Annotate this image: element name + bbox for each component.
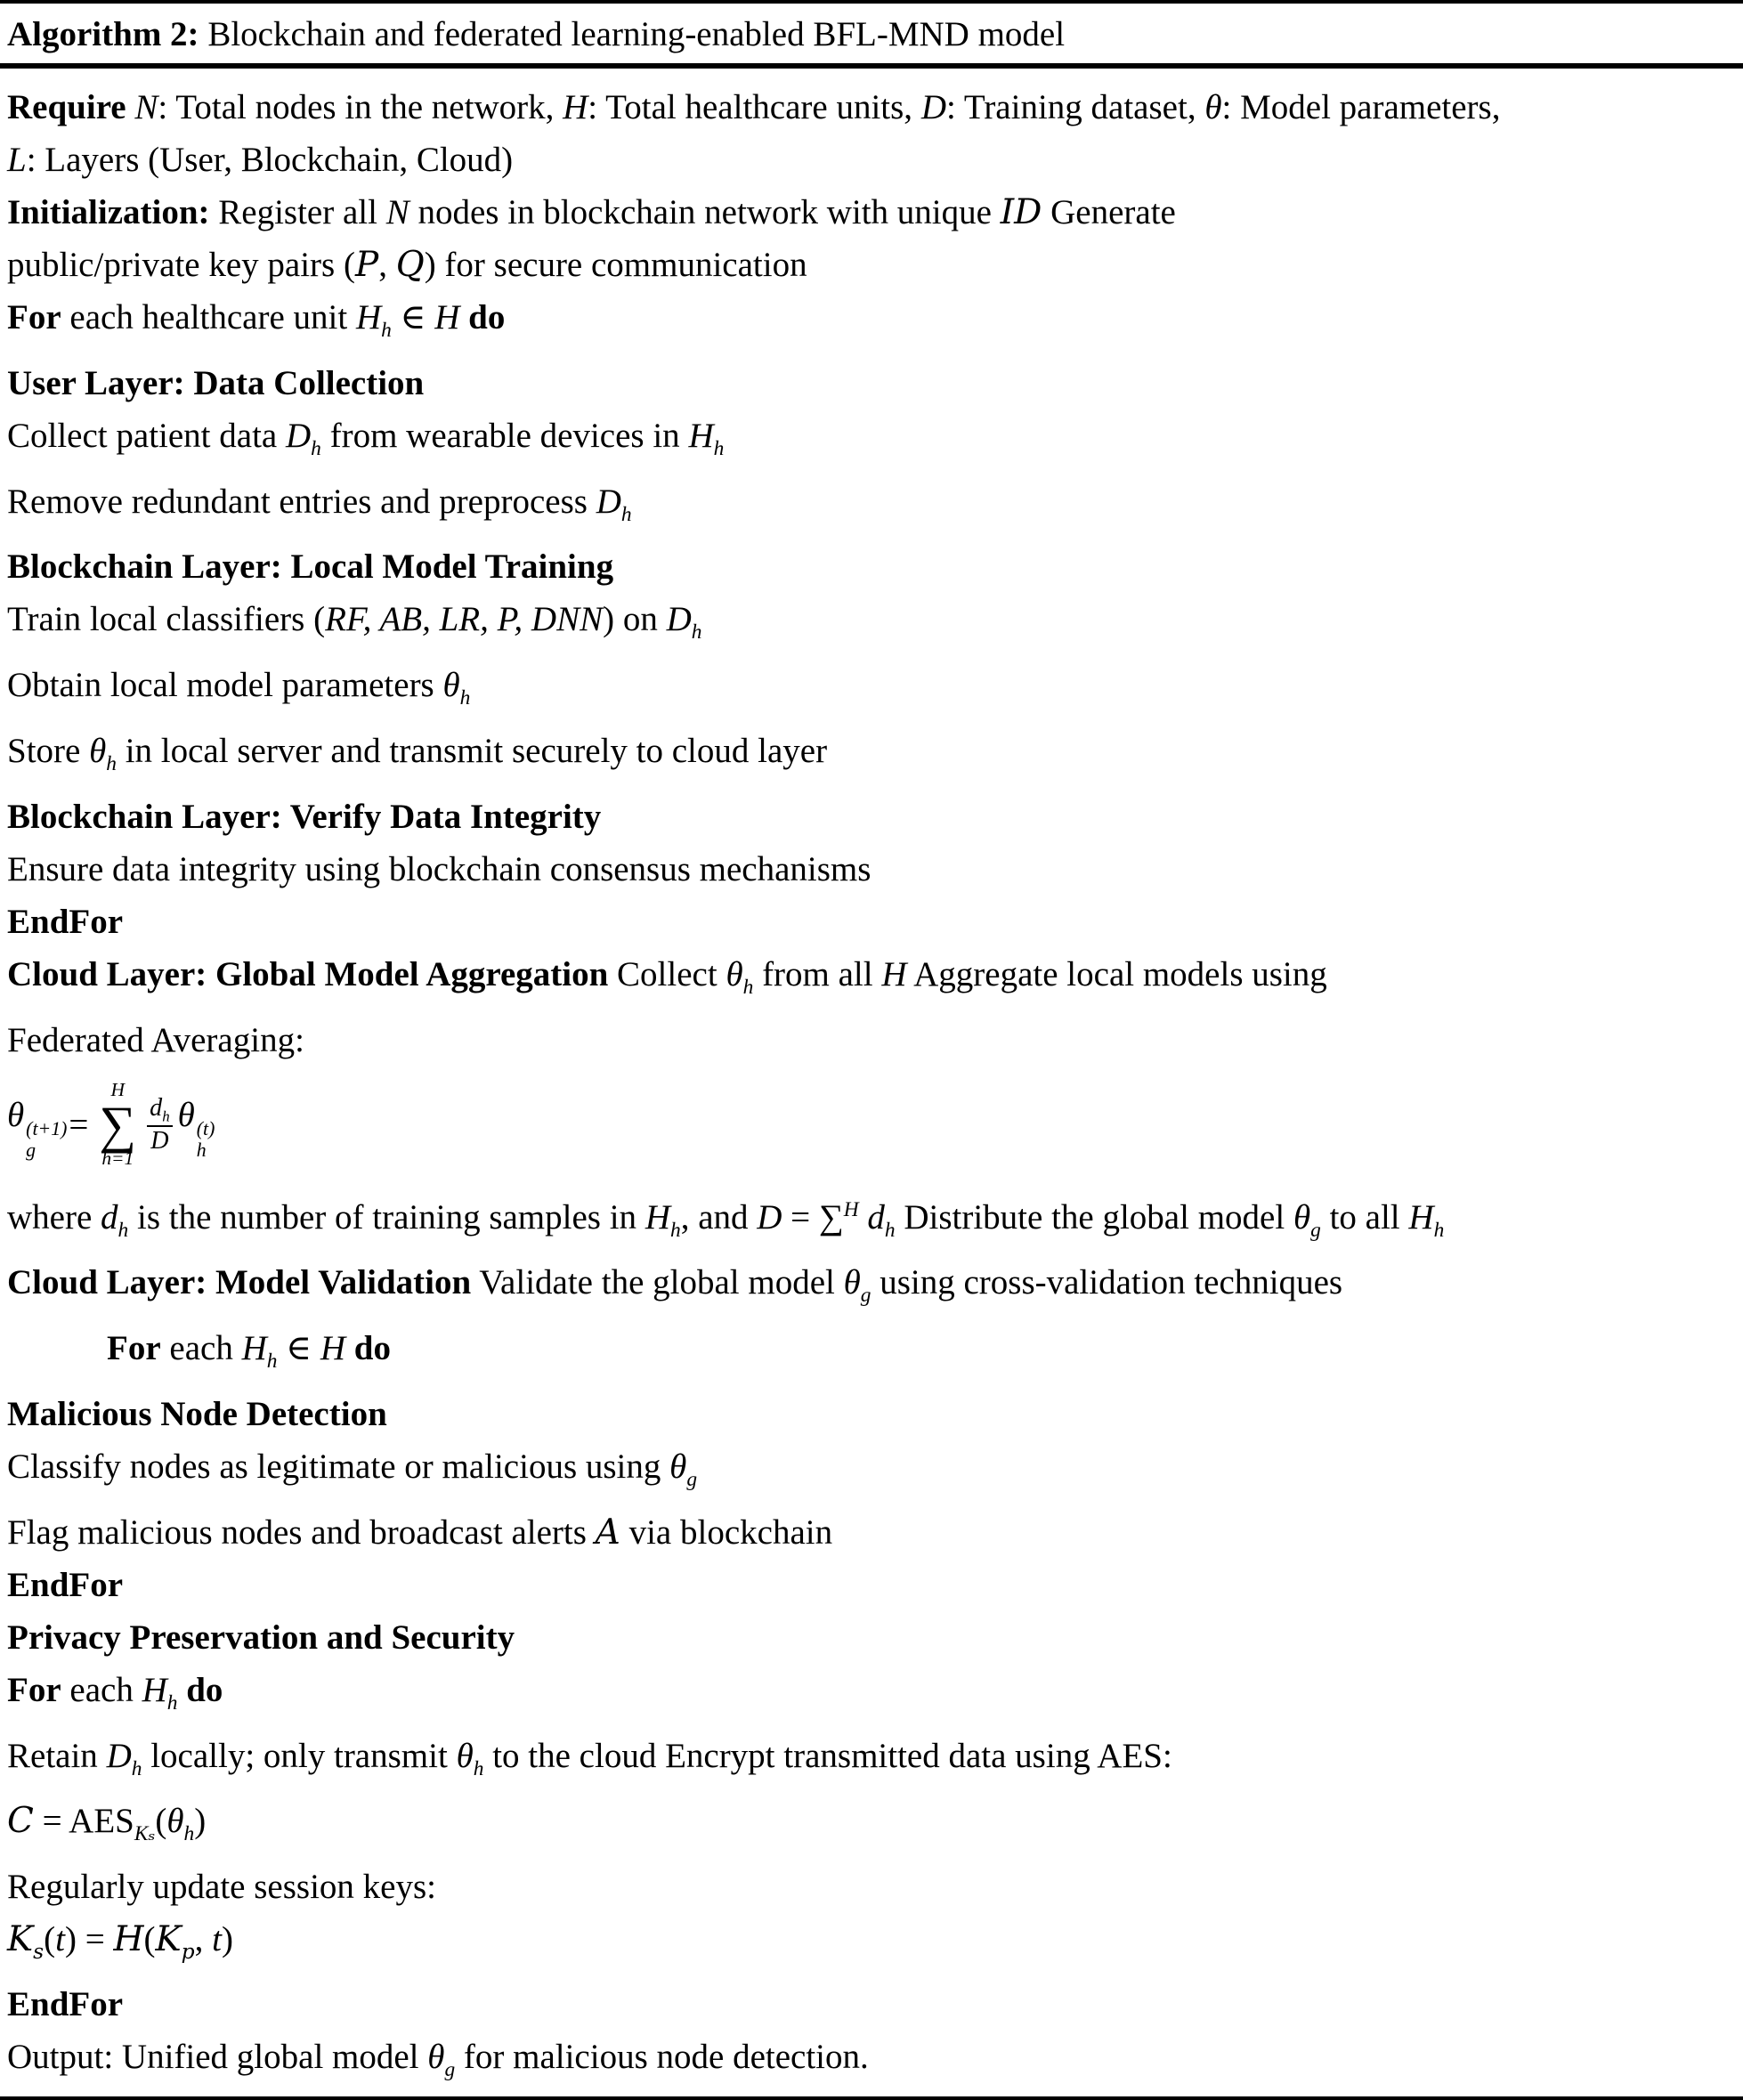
text-segment: ( <box>155 1802 167 1841</box>
text-segment: EndFor <box>7 1565 124 1604</box>
text-segment: ) for secure communication <box>424 246 807 284</box>
text-segment: $d_h$ <box>101 1197 129 1242</box>
subscript: h <box>620 502 632 526</box>
formula-aes <box>7 1795 1736 1861</box>
text-segment: ) on <box>603 600 667 639</box>
text-segment: $\theta_h$ <box>726 954 754 999</box>
text-segment: : Total nodes in the network, <box>158 88 563 126</box>
formula-session-key <box>7 1913 1736 1978</box>
text-segment: Malicious Node Detection <box>7 1394 387 1433</box>
text-segment: $H_h$ <box>241 1329 278 1373</box>
text-segment: to all <box>1320 1197 1409 1236</box>
text-segment: from wearable devices in <box>320 416 689 455</box>
flag-line <box>7 1506 1736 1559</box>
fraction-numerator: $d_h$ <box>147 1094 172 1127</box>
text-segment: in local server and transmit securely to cloud layer <box>116 731 828 770</box>
preprocess-line <box>7 475 1736 541</box>
text-segment: = <box>782 1197 819 1236</box>
text-segment: P <box>354 245 379 285</box>
text-segment: Flag malicious nodes and broadcast alerts <box>7 1512 596 1552</box>
text-segment: EndFor <box>7 902 124 941</box>
retain-line <box>7 1730 1736 1796</box>
variable-base: θ <box>7 1095 25 1134</box>
subscript: Kₛ <box>134 1822 156 1846</box>
text-segment: ) <box>194 1802 207 1841</box>
summation-lower-limit: h=1 <box>101 1147 134 1170</box>
text-segment: $\theta_g$ <box>669 1447 698 1491</box>
text-segment: Collect <box>608 954 726 993</box>
text-segment: D <box>757 1197 782 1236</box>
text-segment: $D_h$ <box>666 600 702 645</box>
text-segment: ( <box>44 1920 56 1959</box>
text-segment: Aggregate local models using <box>906 954 1327 993</box>
text-segment: Q <box>395 245 425 285</box>
text-segment: Regularly update session keys: <box>7 1868 436 1907</box>
heading-cloud-aggregation <box>7 948 1736 1014</box>
text-segment: $\theta_g$ <box>1293 1197 1321 1242</box>
subscript: h <box>459 685 471 709</box>
text-segment: A <box>595 1512 620 1553</box>
subscript: g <box>26 1139 36 1162</box>
text-segment: Retain <box>7 1736 107 1775</box>
text-segment: Federated Averaging: <box>7 1020 304 1059</box>
subscript: h <box>106 751 117 775</box>
text-segment: $H_h$ <box>1408 1197 1445 1242</box>
text-segment: Remove redundant entries and preprocess <box>7 482 596 521</box>
text-segment: do <box>186 1670 223 1709</box>
text-segment: $\theta_g$ <box>843 1263 872 1308</box>
where-line <box>7 1184 1736 1257</box>
subscript: h <box>473 1756 484 1780</box>
text-segment: Cloud Layer: Global Model Aggregation <box>7 954 609 993</box>
text-segment: = $AES_{K_s}$ <box>33 1802 156 1846</box>
algorithm-body <box>0 69 1743 2096</box>
text-segment: Store <box>7 731 90 770</box>
text-segment: ID <box>1000 192 1042 232</box>
text-segment: $\theta_h$ <box>456 1736 484 1780</box>
algorithm-title-text: Blockchain and federated learning-enabled BFL-MND model <box>207 15 1066 53</box>
text-segment: θ <box>1204 88 1222 126</box>
variable-with-stacked-scripts <box>7 1089 69 1162</box>
subscript: h <box>381 318 392 342</box>
text-segment: , <box>194 1920 213 1959</box>
collect-line <box>7 409 1736 475</box>
text-segment: $H_h$ <box>142 1670 178 1715</box>
output-line <box>7 2031 1736 2096</box>
text-segment: to the cloud Encrypt transmitted data using AES: <box>483 1736 1172 1775</box>
algorithm-number-label: Algorithm 2: <box>7 15 199 53</box>
text-segment: $H_h$ <box>645 1197 681 1242</box>
text-segment: ∈ <box>277 1329 320 1368</box>
subscript: p <box>181 1938 195 1964</box>
subscript: h <box>691 620 702 645</box>
text-segment: Distribute the global model <box>895 1197 1293 1236</box>
for-validation-line <box>7 1322 1736 1388</box>
text-segment: For <box>107 1329 161 1368</box>
text-segment <box>177 1671 186 1709</box>
subscript: h <box>311 436 321 460</box>
text-segment: from all <box>753 954 882 993</box>
text-segment: H <box>563 88 588 126</box>
endfor-2 <box>7 1559 1736 1611</box>
text-segment: $K_s$ <box>7 1919 45 1964</box>
text-segment: each <box>61 1670 142 1709</box>
fraction <box>147 1094 172 1155</box>
text-segment: $H_h$ <box>355 298 392 342</box>
endfor-3 <box>7 1978 1736 2031</box>
algorithm-title <box>0 4 1743 63</box>
text-segment: L <box>7 141 27 179</box>
text-segment <box>459 298 468 336</box>
text-segment: Output: Unified global model <box>7 2037 428 2076</box>
summation-symbol <box>99 1081 136 1168</box>
text-segment: Require <box>7 88 135 126</box>
subscript: h <box>183 1822 195 1846</box>
text-segment: $D_h$ <box>285 416 321 460</box>
heading-blockchain-training <box>7 540 1736 593</box>
subscript: h <box>162 1107 170 1125</box>
session-keys-line <box>7 1861 1736 1913</box>
text-segment: each healthcare unit <box>61 298 356 336</box>
keypairs-line <box>7 239 1736 291</box>
text-segment: ) <box>221 1920 233 1959</box>
subscript: h <box>266 1349 278 1373</box>
text-segment: C <box>7 1801 34 1842</box>
text-segment: ) = <box>65 1920 114 1959</box>
subscript: h <box>742 975 754 999</box>
text-segment: H <box>320 1329 345 1368</box>
endfor-1 <box>7 896 1736 948</box>
text-segment: Cloud Layer: Model Validation <box>7 1263 472 1302</box>
text-segment: Register all <box>218 193 386 231</box>
text-segment: Initialization: <box>7 193 219 231</box>
stacked-scripts <box>197 1119 215 1161</box>
text-segment: N <box>134 88 158 126</box>
text-segment: For <box>7 1670 61 1709</box>
subscript: g <box>444 2057 456 2081</box>
text-segment: $\theta_h$ <box>89 731 117 775</box>
ensure-line <box>7 843 1736 896</box>
text-segment: each <box>160 1329 242 1368</box>
text-segment: , and <box>680 1197 758 1236</box>
text-segment: $\theta_h$ <box>166 1802 195 1846</box>
subscript: h <box>196 1139 207 1162</box>
text-segment: Classify nodes as legitimate or malicious using <box>7 1447 670 1486</box>
subscript: h <box>131 1756 142 1780</box>
heading-privacy <box>7 1611 1736 1664</box>
text-segment: ( <box>143 1920 156 1959</box>
text-segment: For <box>7 298 61 336</box>
text-segment: do <box>353 1329 391 1368</box>
summation-upper-limit: H <box>110 1079 126 1101</box>
text-segment <box>345 1329 354 1367</box>
subscript: h <box>166 1691 178 1715</box>
text-segment: : Total healthcare units, <box>588 88 921 126</box>
text-segment: $D_h$ <box>596 482 632 526</box>
subscript: h <box>669 1218 681 1242</box>
subscript: s <box>33 1938 45 1964</box>
store-line <box>7 725 1736 791</box>
obtain-line <box>7 659 1736 725</box>
subscript: h <box>884 1218 896 1242</box>
text-segment: : Training dataset, <box>945 88 1205 126</box>
text-segment: Train local classifiers ( <box>7 600 326 639</box>
text-segment: $K_p$ <box>155 1919 195 1964</box>
initialization-line <box>7 186 1736 239</box>
text-segment: D <box>920 88 946 126</box>
train-line <box>7 593 1736 659</box>
text-segment: H <box>113 1919 144 1960</box>
text-segment: Blockchain Layer: Local Model Training <box>7 547 614 587</box>
superscript: (t+1) <box>26 1118 68 1140</box>
text-segment: Ensure data integrity using blockchain consensus mechanisms <box>7 849 872 888</box>
heading-user-layer <box>7 357 1736 409</box>
text-segment: do <box>468 298 506 336</box>
text-segment: is the number of training samples in <box>128 1197 645 1236</box>
text-segment: $\theta_g$ <box>427 2037 456 2081</box>
superscript: H <box>843 1197 859 1221</box>
heading-model-validation <box>7 1256 1736 1322</box>
text-segment: H <box>434 298 460 336</box>
fraction-denominator: D <box>150 1126 169 1155</box>
text-segment: $D_h$ <box>106 1736 142 1780</box>
heading-verify-integrity <box>7 791 1736 843</box>
text-segment: public/private key pairs ( <box>7 246 355 284</box>
text-segment <box>859 1198 868 1236</box>
text-segment: = <box>69 1106 89 1145</box>
text-segment: RF, AB, LR, P, DNN <box>325 600 604 639</box>
text-segment: Collect patient data <box>7 416 286 455</box>
subscript: h <box>118 1218 129 1242</box>
fedavg-label <box>7 1014 1736 1066</box>
text-segment: H <box>881 954 907 993</box>
bottom-rule <box>0 2096 1743 2100</box>
text-segment: t <box>212 1920 222 1959</box>
text-segment: t <box>55 1920 65 1959</box>
text-segment: using cross-validation techniques <box>871 1263 1343 1302</box>
superscript: (t) <box>196 1118 215 1140</box>
text-segment: Validate the global model <box>471 1263 844 1302</box>
subscript: h <box>713 436 725 460</box>
text-segment: Privacy Preservation and Security <box>7 1618 515 1657</box>
heading-malicious-detection <box>7 1388 1736 1440</box>
require-line-2 <box>7 134 1736 186</box>
subscript: g <box>1310 1218 1321 1242</box>
formula-federated-averaging <box>7 1066 1736 1184</box>
variable-with-stacked-scripts <box>178 1089 217 1162</box>
text-segment: $d_h$ <box>867 1197 896 1242</box>
text-segment: nodes in blockchain network with unique <box>409 193 1001 231</box>
text-segment: , <box>378 246 396 284</box>
require-line <box>7 81 1736 134</box>
text-segment: where <box>7 1197 101 1236</box>
text-segment: ∈ <box>391 298 435 336</box>
subscript: h <box>1433 1218 1445 1242</box>
for-healthcare-line <box>7 291 1736 357</box>
classify-line <box>7 1440 1736 1506</box>
text-segment: $\theta_h$ <box>442 666 471 709</box>
text-segment: locally; only transmit <box>142 1736 457 1775</box>
text-segment: User Layer: Data Collection <box>7 363 425 402</box>
text-segment: via blockchain <box>620 1512 833 1552</box>
variable-base: θ <box>177 1095 195 1134</box>
text-segment: Obtain local model parameters <box>7 666 443 705</box>
text-segment: for malicious node detection. <box>455 2037 869 2076</box>
text-segment: Generate <box>1042 193 1176 231</box>
text-segment: $H_h$ <box>688 416 725 460</box>
for-privacy-line <box>7 1664 1736 1730</box>
text-segment: EndFor <box>7 1984 124 2023</box>
stacked-scripts <box>26 1119 67 1161</box>
subscript: g <box>860 1284 872 1308</box>
text-segment: N <box>385 193 409 231</box>
text-segment: Blockchain Layer: Verify Data Integrity <box>7 797 602 836</box>
sigma-glyph: ∑ <box>99 1095 137 1154</box>
text-segment: : Model parameters, <box>1221 88 1501 126</box>
text-segment: : Layers (User, Blockchain, Cloud) <box>26 141 514 179</box>
text-segment: ∑$^H$ <box>818 1197 859 1236</box>
subscript: g <box>686 1467 698 1491</box>
